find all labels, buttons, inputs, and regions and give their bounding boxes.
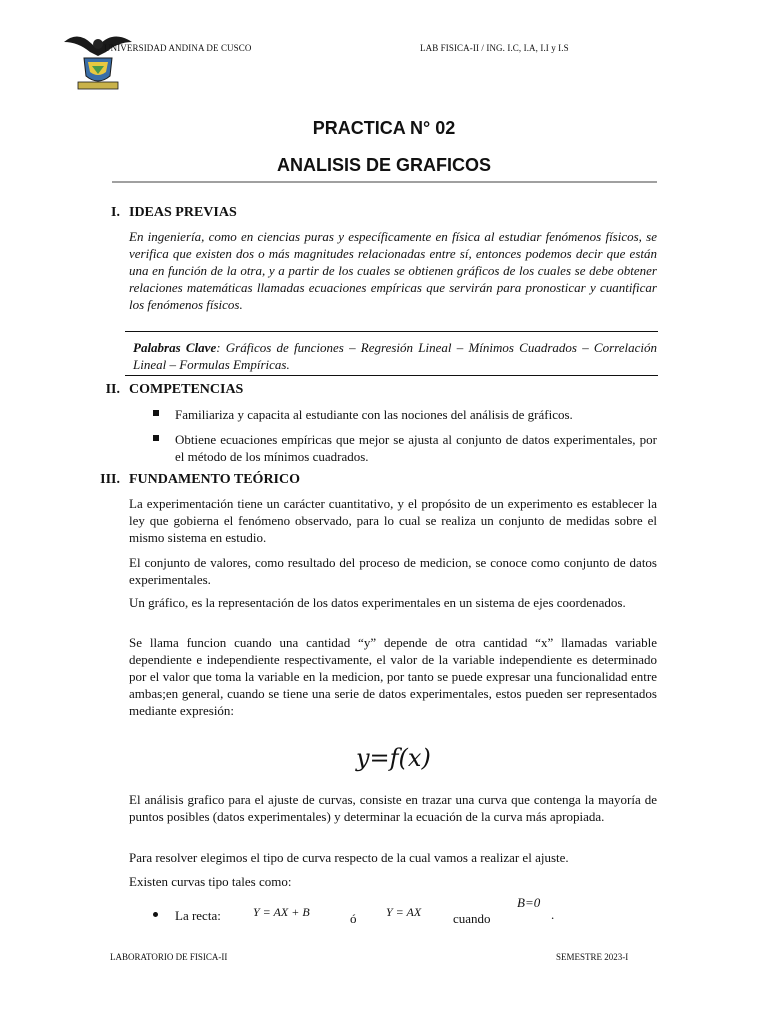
line-condition: B=0 xyxy=(517,895,541,910)
line-when: cuando xyxy=(453,911,491,926)
bullet-square-icon xyxy=(153,435,159,441)
header-institution: UNIVERSIDAD ANDINA DE CUSCO xyxy=(104,43,252,53)
line-equation-2: Y = AX xyxy=(386,905,422,919)
keywords-bottom-rule xyxy=(125,375,658,376)
document-subtitle: ANALISIS DE GRAFICOS xyxy=(276,155,491,175)
function-formula: y=f(x) xyxy=(356,744,431,772)
section-2-number: II. xyxy=(105,382,120,397)
theory-paragraph-4: Se llama funcion cuando una cantidad “y” depende de otra cantidad “x” llamadas variable dependiente e independiente respectivamente, el valor de la variable independiente es determinado por el valor que toma la variable en la medicion, por tanto se puede expresar una funcionalidad entre ambas;en general, cuando se tiene una serie de datos experimentales, estos pueden ser representados mediante expresión: xyxy=(129,635,657,718)
header-course: LAB FISICA-II / ING. I.C, I.A, I.I y I.S xyxy=(420,43,569,53)
line-or: ó xyxy=(350,911,357,926)
bullet-dot-icon xyxy=(153,912,158,917)
section-1-number: I. xyxy=(111,205,120,220)
document-title: PRACTICA N° 02 xyxy=(312,118,456,138)
section-1-paragraph: En ingeniería, como en ciencias puras y específicamente en física al estudiar fenómenos físicos, se verifica que existen dos o más magnitudes relacionadas entre sí, entonces podemos decir que están una en función de la otra, y a partir de los cuales se obtienen gráficos de los cuales se debe obtener relaciones matemáticas llamadas ecuaciones empíricas que servirán para pronosticar y cuantificar los fenómenos físicos. xyxy=(129,229,657,312)
line-label: La recta: xyxy=(175,908,221,923)
line-period: . xyxy=(551,907,555,922)
competency-item-1: Familiariza y capacita al estudiante con las nociones del análisis de gráficos. xyxy=(175,407,573,422)
theory-paragraph-1: La experimentación tiene un carácter cuantitativo, y el propósito de un experimento es establecer la ley que gobierna el fenómeno observado, para lo cual se realiza un conjunto de medidas sobre el mismo sistema en estudio. xyxy=(129,496,657,545)
title-divider xyxy=(112,181,657,183)
theory-paragraph-2: El conjunto de valores, como resultado del proceso de medicion, se conoce como conjunto de datos experimentales. xyxy=(129,555,657,587)
footer-right: SEMESTRE 2023-I xyxy=(556,952,629,962)
keywords-top-rule xyxy=(125,331,658,332)
section-3-number: III. xyxy=(100,472,120,487)
footer-left: LABORATORIO DE FISICA-II xyxy=(110,952,228,962)
bullet-square-icon xyxy=(153,410,159,416)
theory-paragraph-3: Un gráfico, es la representación de los datos experimentales en un sistema de ejes coordenados. xyxy=(129,595,626,610)
competency-item-2: Obtiene ecuaciones empíricas que mejor se ajusta al conjunto de datos experimentales, por el método de los mínimos cuadrados. xyxy=(175,432,657,464)
keywords-box xyxy=(133,339,657,373)
theory-paragraph-5: El análisis grafico para el ajuste de curvas, consiste en trazar una curva que contenga la mayoría de puntos posibles (datos experimentales) y determinar la ecuación de la curva más apropiada. xyxy=(129,792,657,824)
line-equation-1: Y = AX + B xyxy=(253,905,310,919)
section-3-title: FUNDAMENTO TEÓRICO xyxy=(129,472,301,487)
keywords-text: : Gráficos de funciones – Regresión Lineal – Mínimos Cuadrados – Correlación Lineal – Formulas Empíricas. xyxy=(133,340,658,372)
keywords-label: Palabras Clave xyxy=(133,340,217,355)
section-2-title: COMPETENCIAS xyxy=(129,382,244,397)
section-1-title: IDEAS PREVIAS xyxy=(129,205,237,220)
theory-paragraph-7: Existen curvas tipo tales como: xyxy=(129,874,292,889)
university-seal-logo xyxy=(62,24,134,94)
theory-paragraph-6: Para resolver elegimos el tipo de curva respecto de la cual vamos a realizar el ajuste. xyxy=(129,850,569,865)
